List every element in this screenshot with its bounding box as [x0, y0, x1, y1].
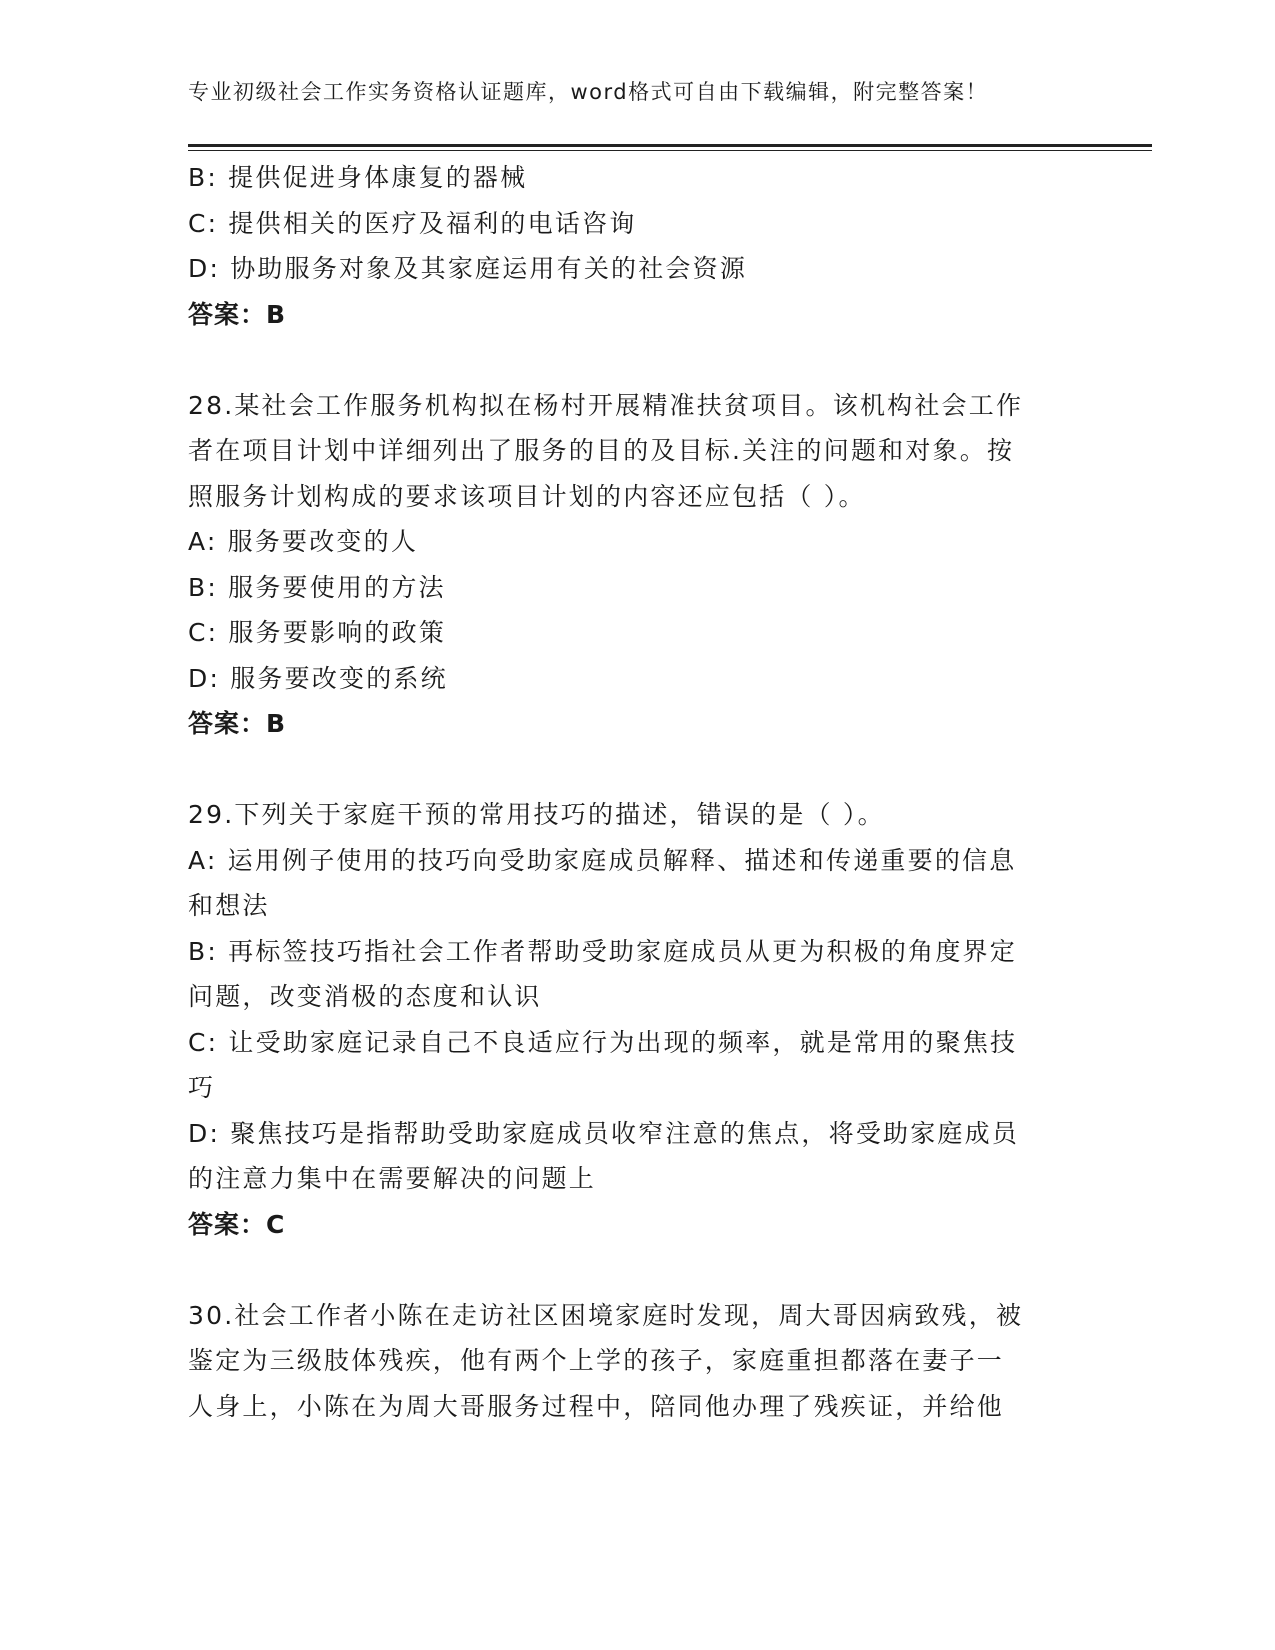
option-c-continued: 巧: [188, 1073, 216, 1102]
option-d: D: 聚焦技巧是指帮助受助家庭成员收窄注意的焦点，将受助家庭成员: [188, 1118, 1020, 1148]
option-a: A: 运用例子使用的技巧向受助家庭成员解释、描述和传递重要的信息: [188, 845, 1017, 875]
question-stem-line: 者在项目计划中详细列出了服务的目的及目标.关注的问题和对象。按: [188, 436, 1015, 465]
question-block-27-tail: [188, 155, 1088, 337]
option-d: D: 服务要改变的系统: [188, 663, 448, 693]
question-block-28: [188, 383, 1088, 747]
question-stem-line: 鉴定为三级肢体残疾，他有两个上学的孩子，家庭重担都落在妻子一: [188, 1346, 1005, 1375]
option-d: D: 协助服务对象及其家庭运用有关的社会资源: [188, 254, 748, 283]
option-c: C: 提供相关的医疗及福利的电话咨询: [188, 208, 637, 238]
question-stem-line: 照服务计划构成的要求该项目计划的内容还应包括（ ）。: [188, 481, 866, 511]
option-b: B: 再标签技巧指社会工作者帮助受助家庭成员从更为积极的角度界定: [188, 936, 1017, 966]
option-b: B: 服务要使用的方法: [188, 572, 446, 602]
question-block-29: [188, 792, 1088, 1247]
answer: 答案：B: [188, 709, 287, 738]
answer: 答案：C: [188, 1209, 286, 1239]
answer: 答案：B: [188, 299, 287, 329]
question-content: [188, 155, 1088, 1429]
option-d-continued: 的注意力集中在需要解决的问题上: [188, 1164, 597, 1193]
block-spacer: [188, 337, 1088, 383]
question-stem-line: 28.某社会工作服务机构拟在杨村开展精准扶贫项目。该机构社会工作: [188, 390, 1024, 420]
question-stem-line: 30.社会工作者小陈在走访社区困境家庭时发现，周大哥因病致残，被: [188, 1300, 1024, 1330]
page-header: 专业初级社会工作实务资格认证题库，word格式可自由下载编辑，附完整答案！: [188, 80, 989, 104]
option-b-continued: 问题，改变消极的态度和认识: [188, 982, 542, 1011]
option-a-continued: 和想法: [188, 891, 270, 920]
option-c: C: 服务要影响的政策: [188, 618, 447, 647]
header-divider: [188, 144, 1152, 151]
option-a: A: 服务要改变的人: [188, 527, 419, 556]
question-stem-line: 29.下列关于家庭干预的常用技巧的描述，错误的是（ ）。: [188, 800, 885, 829]
option-b: B: 提供促进身体康复的器械: [188, 163, 528, 192]
block-spacer: [188, 1247, 1088, 1293]
question-stem-line: 人身上，小陈在为周大哥服务过程中，陪同他办理了残疾证，并给他: [188, 1391, 1005, 1421]
block-spacer: [188, 747, 1088, 793]
question-block-30: [188, 1293, 1088, 1430]
option-c: C: 让受助家庭记录自己不良适应行为出现的频率，就是常用的聚焦技: [188, 1027, 1018, 1057]
